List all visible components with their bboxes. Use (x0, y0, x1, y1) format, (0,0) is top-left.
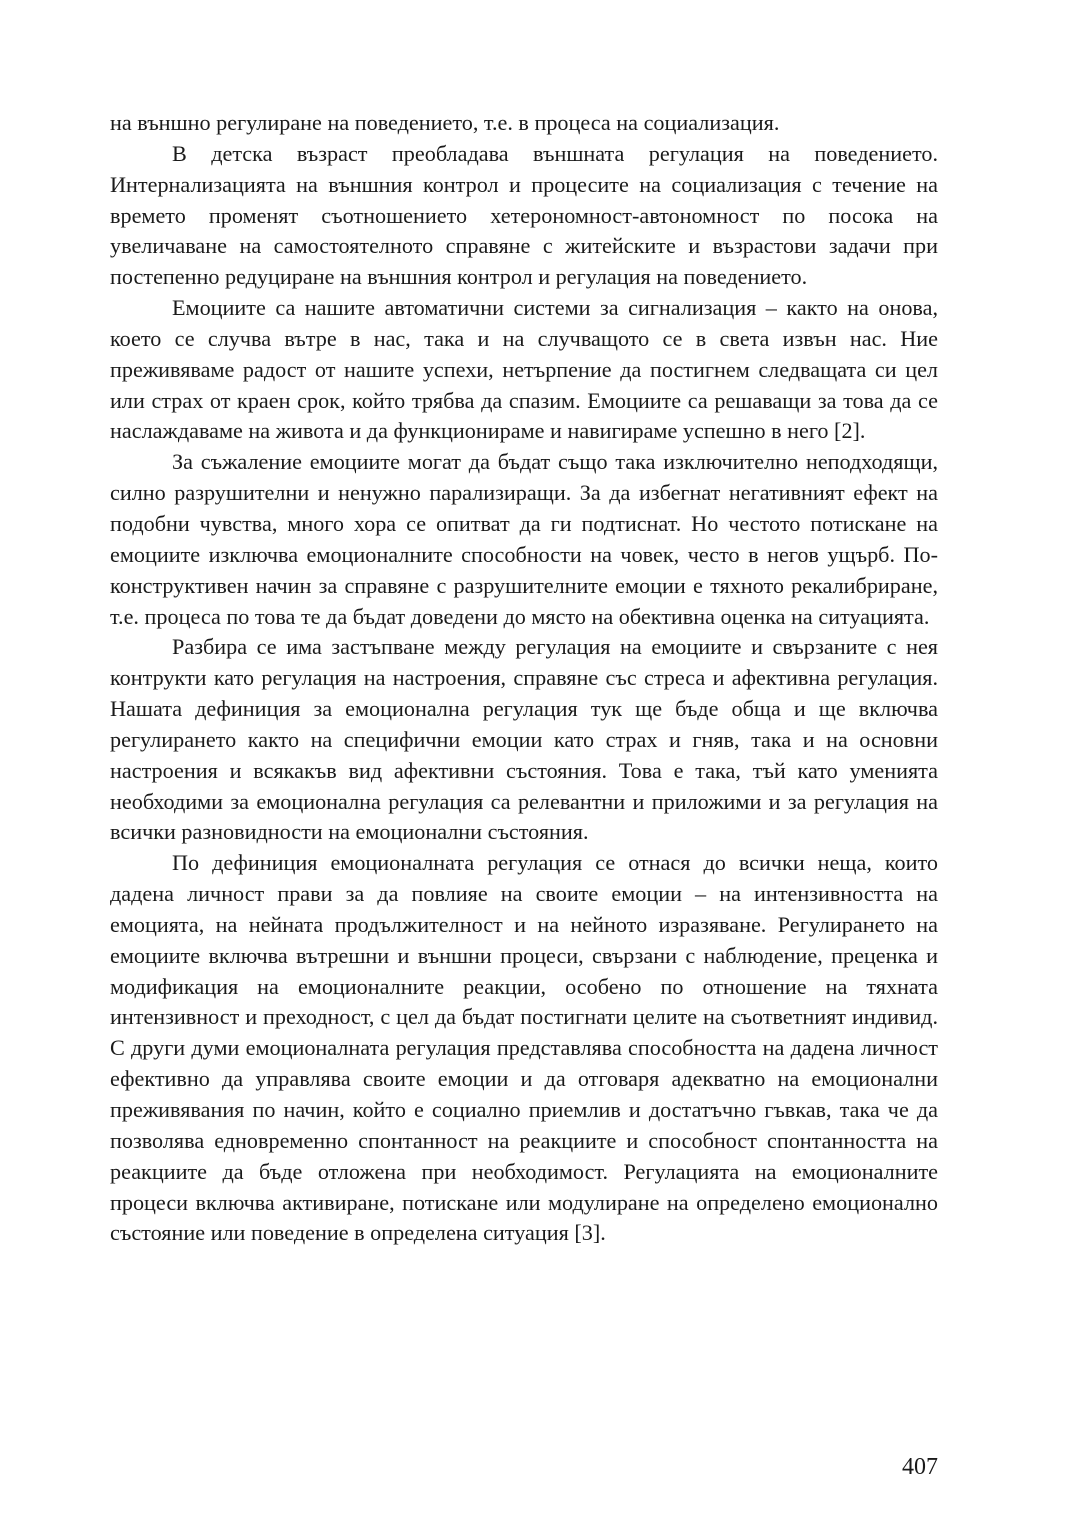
page-body (110, 108, 938, 1249)
paragraph-continuation: на външно регулиране на поведението, т.е. в процеса на социализация. (110, 110, 780, 135)
paragraph-regulation-overlap: Разбира се има застъпване между регулация на емоциите и свързаните с нея контрукти като регулация на настроения, справяне със стреса и афективна регулация. Нашата дефиниция за емоционална регулация тук ще бъде обща и ще включва регулирането както на специфични емоции като страх и гняв, така и на основни настроения и всякакъв вид афективни състояния. Това е така, тъй като уменията необходими за емоционална регулация са релевантни и приложими и за регулация на всички разновидности на емоционални състояния. (110, 634, 938, 845)
page-number: 407 (902, 1454, 938, 1480)
paragraph-external-regulation: В детска възраст преобладава външната регулация на поведението. Интернализацията на външния контрол и процесите на социализация с течение на времето променят съотношението хетерономност-автономност по посока на увеличаване на самостоятелното справяне с житейските и възрастови задачи при постепенно редуциране на външния контрол и регулация на поведението. (110, 140, 938, 290)
paragraph-emotions-signaling: Емоциите са нашите автоматични системи за сигнализация – както на онова, което се случва вътре в нас, така и на случващото се в света извън нас. Ние преживяваме радост от нашите успехи, нетърпение да постигнем следващата си цел или страх от краен срок, който трябва да спазим. Емоциите са решаващи за това да се наслаждаваме на живота и да функционираме и навигираме успешно в него [2]. (110, 295, 938, 444)
paragraph-regulation-definition: По дефиниция емоционалната регулация се отнася до всички неща, които дадена личност прави за да повлияе на своите емоции – на интензивността на емоцията, на нейната продължителност и на нейното изразяване. Регулирането на емоциите включва вътрешни и външни процеси, свързани с наблюдение, преценка и модификация на емоционалните реакции, особено по отношение на тяхната интензивност и преходност, с цел да бъдат постигнати целите на съответният индивид. С други думи емоционалната регулация представлява способността на дадена личност ефективно да управлява своите емоции и да отговаря адекватно на емоционални преживявания по начин, който е социално приемлив и достатъчно гъвкав, така че да позволява едновременно спонтанност на реакциите и способност спонтанността на реакциите да бъде отложена при необходимост. Регулацията на емоционалните процеси включва активиране, потискане или модулиране на определено емоционално състояние или поведение в определена ситуация [3]. (110, 850, 938, 1246)
paragraph-emotions-destructive: За съжаление емоциите могат да бъдат също така изключително неподходящи, силно разрушителни и ненужно парализиращи. За да избегнат негативният ефект на подобни чувства, много хора се опитват да ги подтиснат. Но честото потискане на емоциите изключва емоционалните способности на човек, често в негов ущърб. По-конструктивен начин за справяне с разрушителните емоции е тяхното рекалибриране, т.е. процеса по това те да бъдат доведени до място на обективна оценка на ситуацията. (110, 449, 938, 629)
